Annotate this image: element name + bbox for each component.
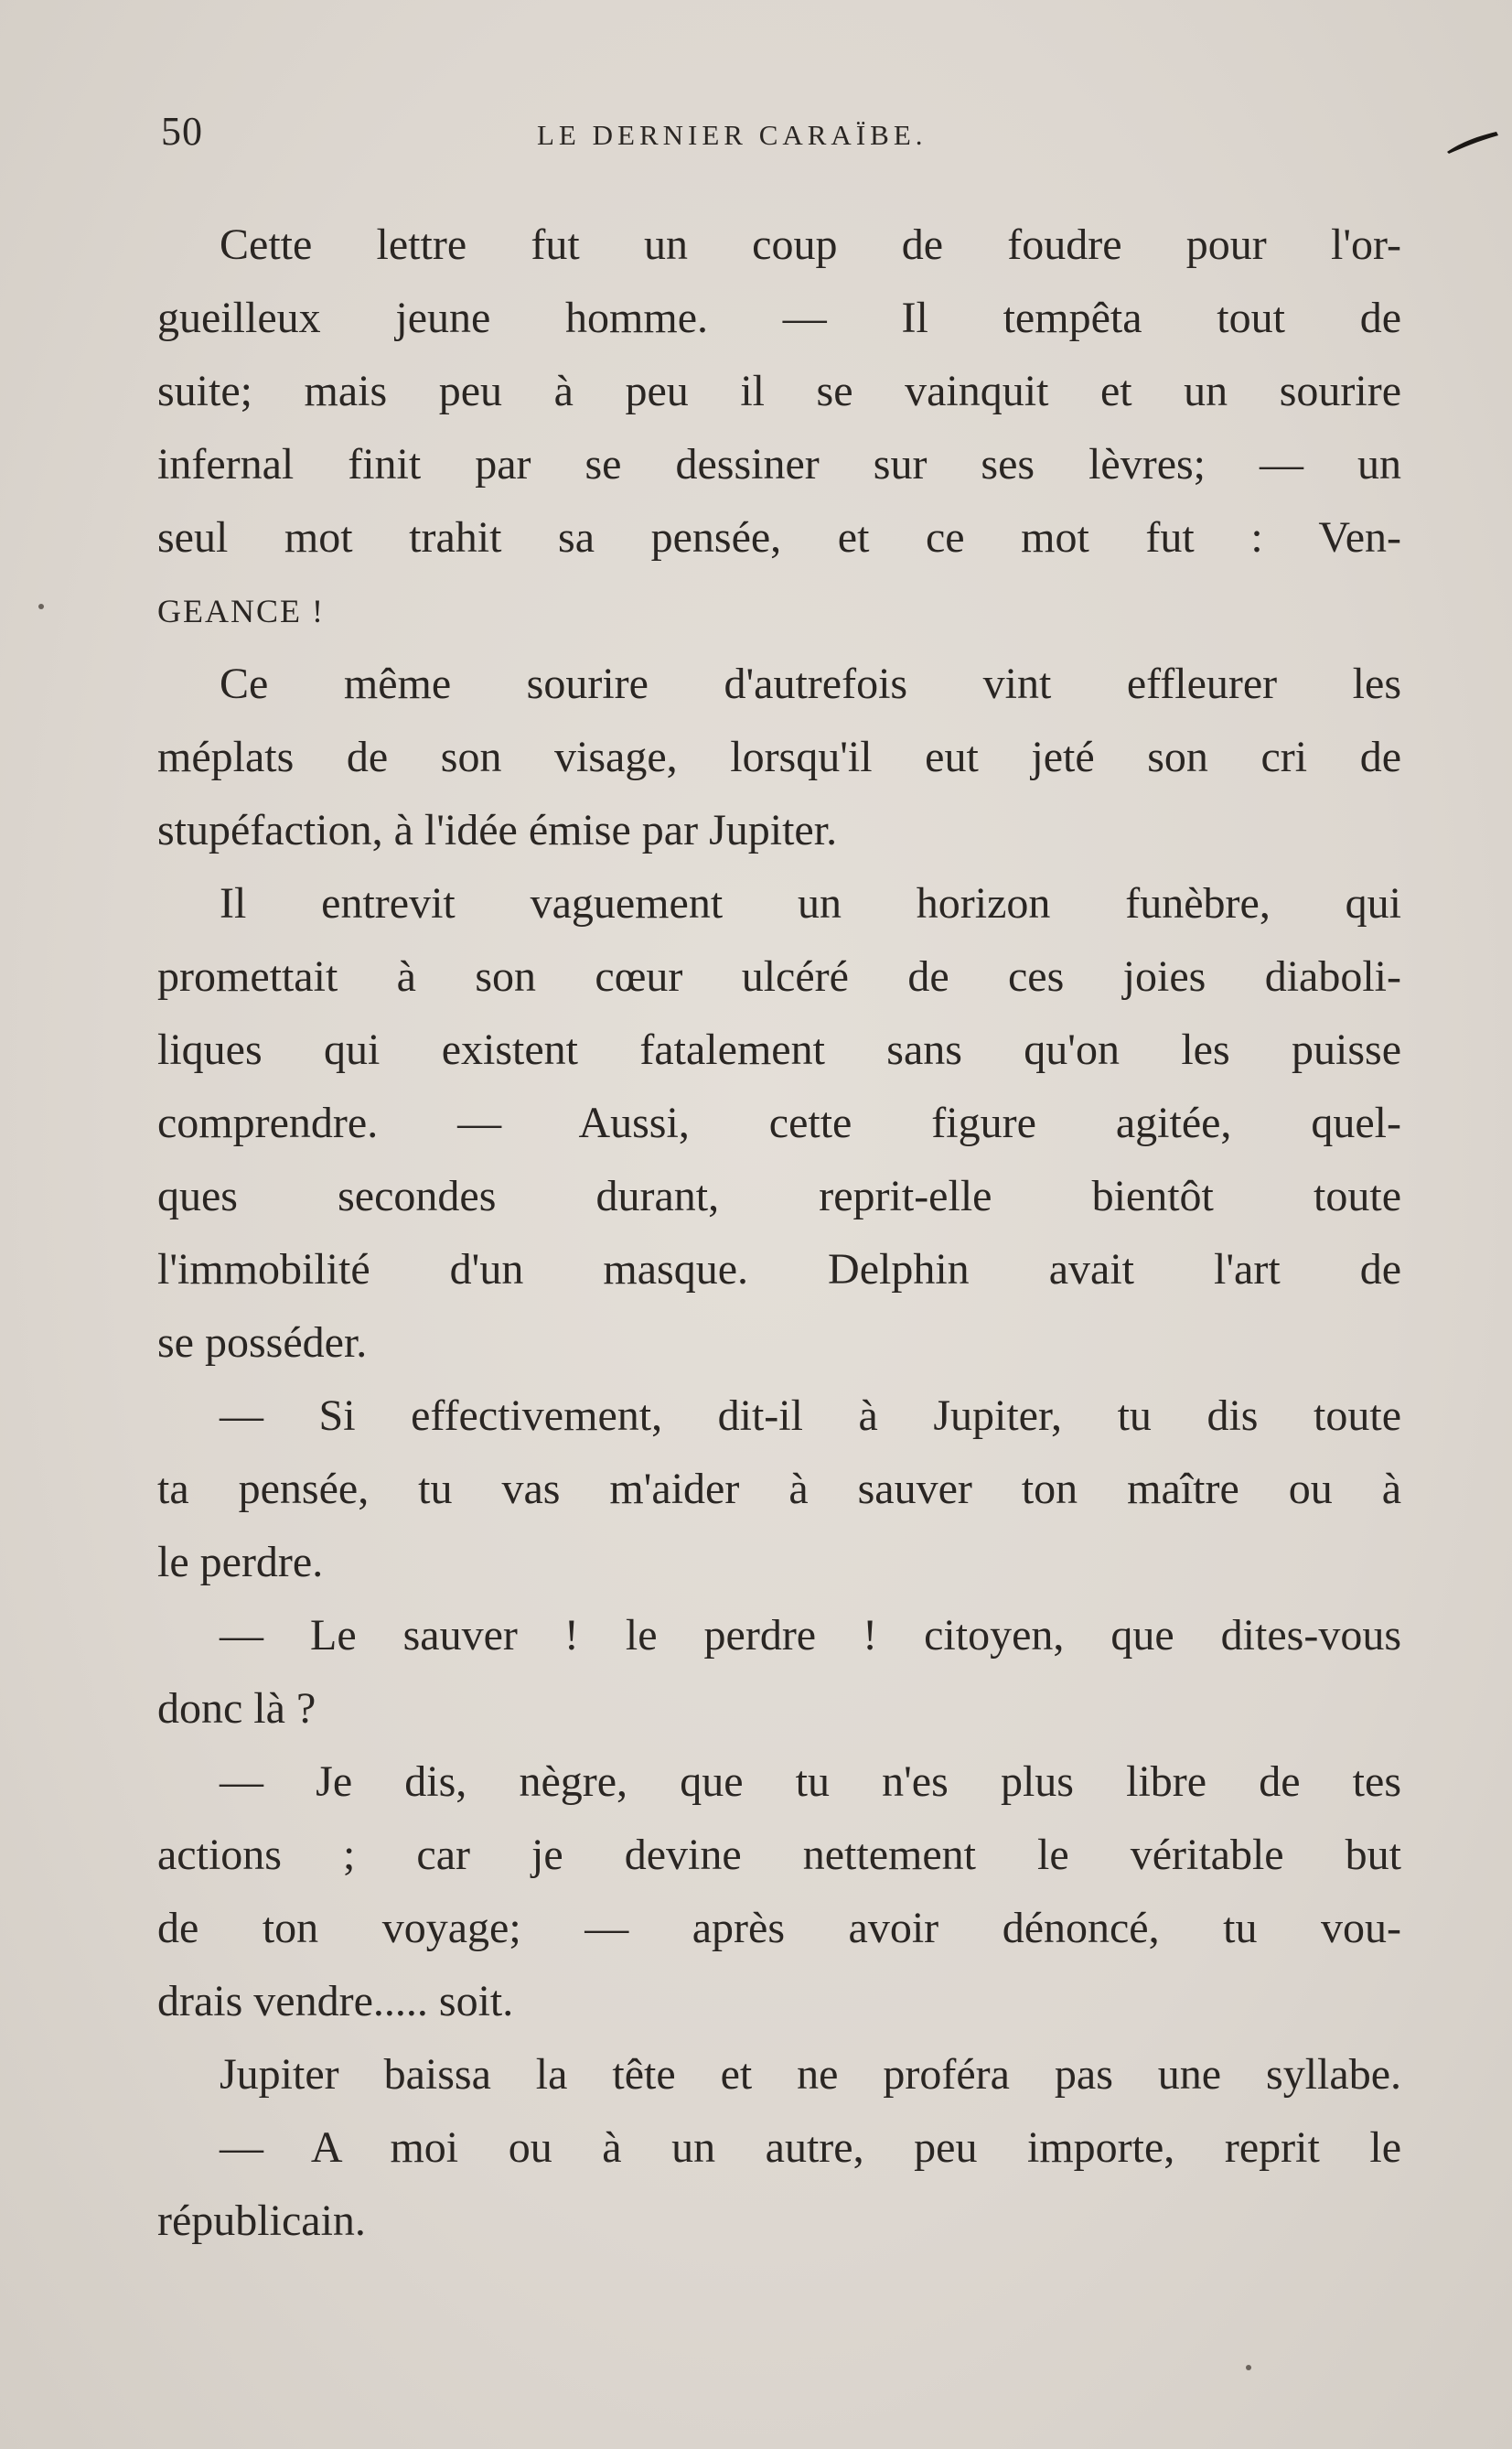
text-line: stupéfaction, à l'idée émise par Jupiter. <box>157 806 838 854</box>
text-line: liques qui existent fatalement sans qu'on les puisse <box>157 1026 1401 1074</box>
text-line: se posséder. <box>157 1318 368 1367</box>
text-line: l'immobilité d'un masque. Delphin avait l'art de <box>157 1245 1401 1294</box>
text-line: Ce même sourire d'autrefois vint effleurer les <box>220 660 1401 708</box>
stray-mark <box>1246 2365 1251 2370</box>
running-title: LE DERNIER CARAÏBE. <box>537 119 928 151</box>
text-line: donc là ? <box>157 1684 316 1733</box>
stray-mark <box>38 604 44 609</box>
text-line: seul mot trahit sa pensée, et ce mot fut : Ven- <box>157 513 1401 562</box>
text-line: gueilleux jeune homme. — Il tempêta tout de <box>157 294 1401 342</box>
text-line: infernal finit par se dessiner sur ses lèvres; — un <box>157 440 1401 489</box>
ink-mark-icon <box>1445 128 1500 156</box>
body-text <box>157 209 1401 2258</box>
text-line: — Si effectivement, dit-il à Jupiter, tu dis toute <box>220 1391 1401 1440</box>
page-number: 50 <box>161 109 203 154</box>
text-line: — A moi ou à un autre, peu importe, reprit le <box>220 2123 1401 2172</box>
text-line: comprendre. — Aussi, cette figure agitée, quel- <box>157 1099 1401 1147</box>
page-header <box>157 108 1401 172</box>
text-line: Jupiter baissa la tête et ne proféra pas une syllabe. <box>220 2050 1401 2099</box>
text-line: drais vendre..... soit. <box>157 1977 514 2025</box>
text-line: Il entrevit vaguement un horizon funèbre, qui <box>220 879 1401 928</box>
text-line: le perdre. <box>157 1538 324 1586</box>
text-line: républicain. <box>157 2197 366 2245</box>
text-line: suite; mais peu à peu il se vainquit et un sourire <box>157 367 1401 415</box>
text-line: de ton voyage; — après avoir dénoncé, tu vou- <box>157 1904 1401 1952</box>
text-line: — Je dis, nègre, que tu n'es plus libre de tes <box>220 1757 1401 1806</box>
text-line: ques secondes durant, reprit-elle bientôt toute <box>157 1172 1401 1220</box>
text-line: — Le sauver ! le perdre ! citoyen, que dites-vous <box>220 1611 1401 1660</box>
text-line: méplats de son visage, lorsqu'il eut jeté son cri de <box>157 733 1401 781</box>
text-line: actions ; car je devine nettement le véritable but <box>157 1831 1401 1879</box>
text-line: promettait à son cœur ulcéré de ces joies diaboli- <box>157 952 1401 1001</box>
text-line: Cette lettre fut un coup de foudre pour l'or- <box>220 220 1401 269</box>
text-line: ta pensée, tu vas m'aider à sauver ton maître ou à <box>157 1465 1401 1513</box>
text-line: GEANCE ! <box>157 593 325 629</box>
